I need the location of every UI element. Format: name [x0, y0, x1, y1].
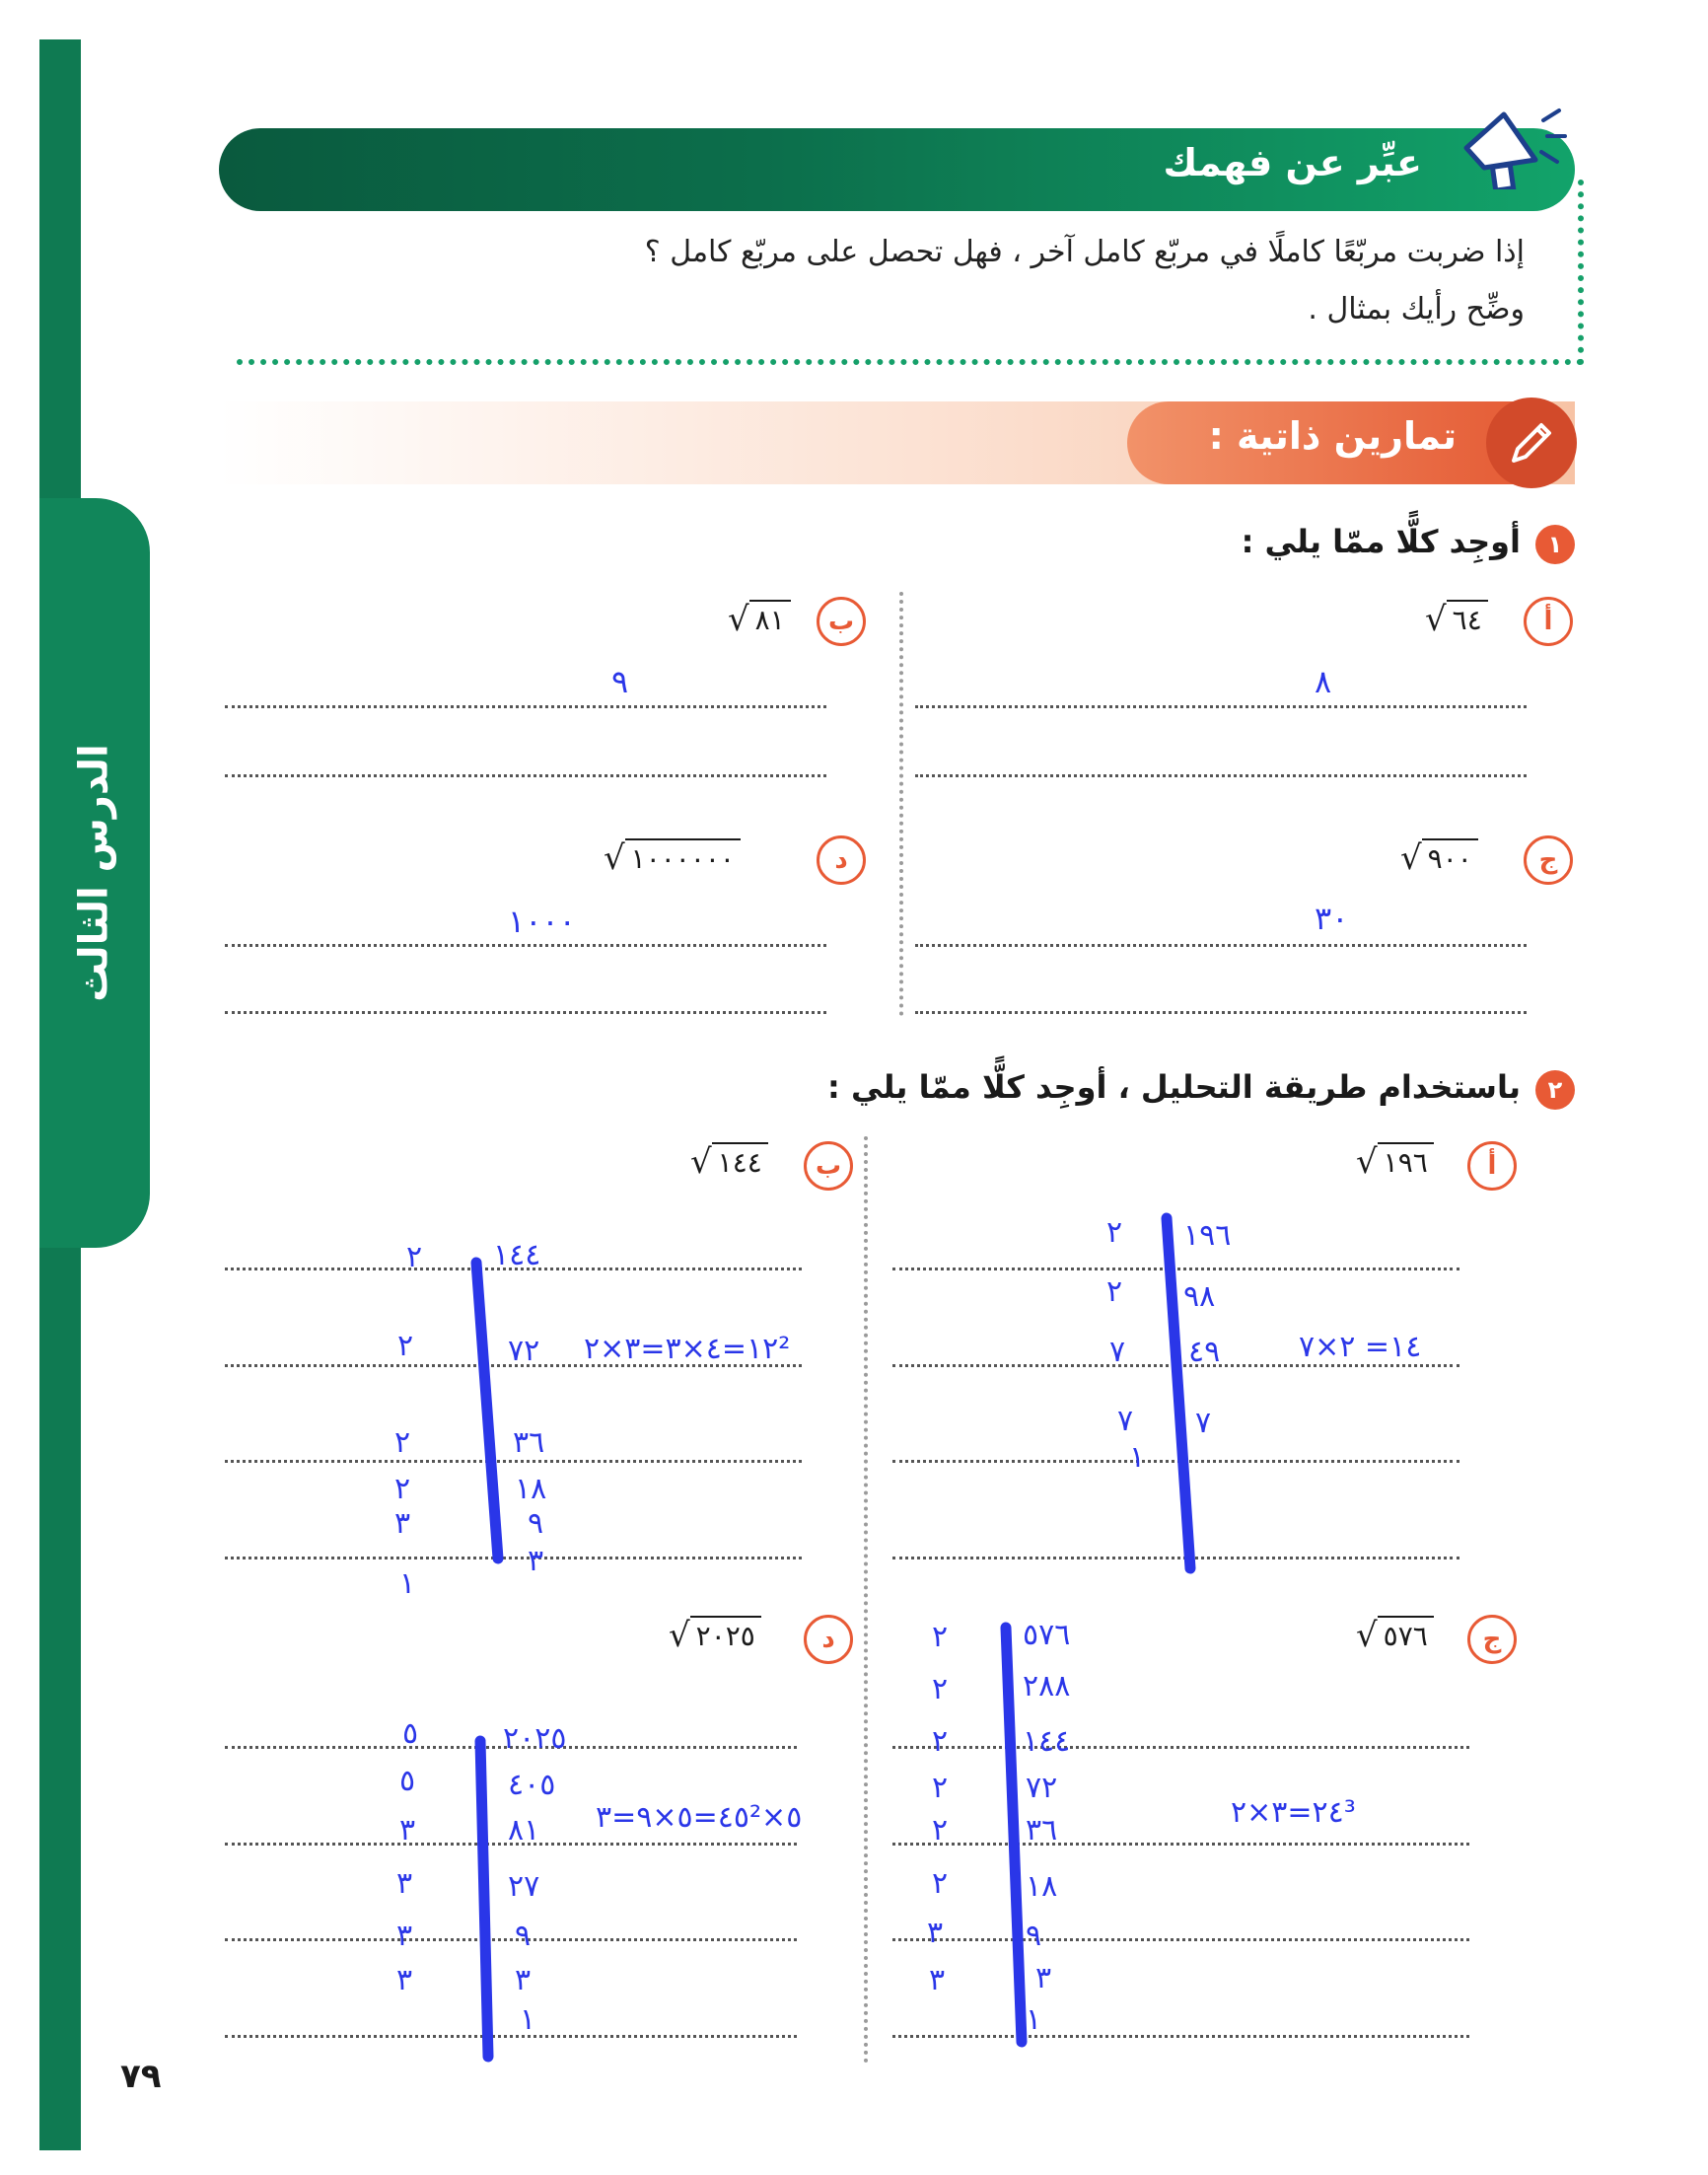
q2-a-dividend: ١٩٦: [1183, 1218, 1232, 1253]
q2-a-divisor: ٢: [1106, 1274, 1123, 1309]
question-1-text: أوجِد كلًّا ممّا يلي :: [1241, 523, 1521, 560]
q1-a-answer: ٨: [1315, 663, 1332, 700]
q2-c-divisor: ٣: [929, 1963, 946, 1997]
q2-d-divisor: ٥: [399, 1764, 416, 1798]
q1-b-radicand: ٨١: [749, 600, 791, 636]
q2-c-division-bar: [1006, 1628, 1022, 2042]
q2-c-dividend: ١٨: [1026, 1869, 1058, 1904]
q2-c-divisor: ٣: [927, 1916, 944, 1950]
q2-d-dividend: ٩: [515, 1919, 532, 1953]
q2-d-divisor: ٣: [396, 1866, 413, 1901]
q2-c-divisor: ٢: [932, 1724, 949, 1759]
q1-c-answer: ٣٠: [1315, 900, 1349, 937]
q2-d-divisor: ٣: [396, 1963, 413, 1997]
q2-b-divisor: ٣: [394, 1506, 411, 1541]
q1-c-radical: √ ٩٠٠: [1400, 838, 1478, 875]
q2-a-dividend: ٧: [1195, 1406, 1212, 1440]
express-question-line-2: وضِّح رأيك بمثال .: [1308, 292, 1525, 326]
q2-b-divisor: ٢: [406, 1240, 423, 1274]
question-2-number: ٢: [1535, 1070, 1575, 1110]
q2-b-radicand: ١٤٤: [712, 1142, 768, 1179]
q2-letter-b: ب: [804, 1141, 853, 1191]
q2-b-divisor: ٢: [397, 1329, 414, 1363]
q2-b-dividend: ١٤٤: [493, 1238, 541, 1272]
q2-d-divisor: ٣: [396, 1919, 413, 1953]
q1-letter-c: ج: [1524, 835, 1573, 885]
q2-b-dividend: ٣٦: [513, 1425, 545, 1460]
lesson-label: الدرس الثالث: [72, 744, 117, 1002]
q2-a-divisor: ٧: [1117, 1404, 1134, 1438]
q2-d-divisor: ٥: [402, 1716, 419, 1751]
q2-d-dividend: ٤٠٥: [508, 1768, 556, 1802]
q2-c-result: ٢٤=٣×٢³: [1231, 1795, 1356, 1830]
page-number: ٧٩: [120, 2057, 162, 2096]
q2-a-divisor: ٧: [1109, 1335, 1126, 1369]
q1-d-answer: ١٠٠٠: [508, 903, 576, 940]
q2-letter-a: أ: [1467, 1141, 1517, 1191]
q2-c-divisor: ٢: [932, 1771, 949, 1805]
q2-c-dividend: ٩: [1026, 1919, 1042, 1953]
q2-a-dividend: ١: [1129, 1440, 1146, 1475]
q2-a-radical: √ ١٩٦: [1356, 1142, 1434, 1179]
q2-a-dividend: ٤٩: [1188, 1335, 1221, 1369]
q2-letter-d: د: [804, 1615, 853, 1664]
q2-d-dividend: ٢٠٢٥: [503, 1721, 567, 1756]
q2-b-result: ١٢=٤×٣=٣×٢²: [584, 1332, 791, 1366]
q2-c-dividend: ٥٧٦: [1023, 1618, 1071, 1652]
q2-d-dividend: ١: [520, 2002, 536, 2037]
q1-letter-b: ب: [817, 597, 866, 646]
q2-a-dividend: ٩٨: [1183, 1279, 1216, 1314]
q1-d-radicand: ١٠٠٠٠٠٠: [625, 838, 741, 875]
q2-b-radical: √ ١٤٤: [690, 1142, 768, 1179]
q2-c-divisor: ٢: [932, 1620, 949, 1654]
q2-d-radical: √ ٢٠٢٥: [669, 1616, 761, 1652]
q1-c-radicand: ٩٠٠: [1422, 838, 1478, 875]
q2-d-radicand: ٢٠٢٥: [690, 1616, 761, 1652]
q2-a-radicand: ١٩٦: [1378, 1142, 1434, 1179]
q2-c-divisor: ٢: [932, 1866, 949, 1901]
q2-a-division-bar: [1167, 1218, 1190, 1568]
q1-letter-a: أ: [1524, 597, 1573, 646]
q2-d-dividend: ٣: [515, 1963, 532, 1997]
q2-c-dividend: ٣٦: [1026, 1813, 1058, 1848]
q2-c-divisor: ٢: [932, 1813, 949, 1848]
q2-c-dividend: ٧٢: [1026, 1771, 1058, 1805]
question-2-text: باستخدام طريقة التحليل ، أوجِد كلًّا ممّا يلي :: [827, 1068, 1521, 1106]
q1-b-answer: ٩: [611, 663, 629, 700]
q2-c-divisor: ٢: [932, 1672, 949, 1706]
q2-b-dividend: ٣: [528, 1544, 544, 1578]
q2-b-divisor: ١: [399, 1566, 416, 1601]
q1-letter-d: د: [817, 835, 866, 885]
q1-b-radical: √ ٨١: [728, 600, 791, 636]
q2-letter-c: ج: [1467, 1615, 1517, 1664]
q2-d-division-bar: [480, 1741, 488, 2057]
q2-c-dividend: ٢٨٨: [1023, 1669, 1071, 1704]
q2-a-divisor: ٢: [1106, 1215, 1123, 1250]
q2-b-division-bar: [476, 1263, 498, 1559]
q1-d-radical: √ ١٠٠٠٠٠٠: [604, 838, 741, 875]
q2-c-radicand: ٥٧٦: [1378, 1616, 1434, 1652]
q1-a-radicand: ٦٤: [1447, 600, 1488, 636]
q2-c-dividend: ١: [1026, 2002, 1042, 2037]
express-question-line-1: إذا ضربت مربّعًا كاملًا في مربّع كامل آخر ، فهل تحصل على مربّع كامل ؟: [644, 235, 1525, 269]
q2-b-divisor: ٢: [394, 1472, 411, 1506]
q2-b-dividend: ٧٢: [508, 1334, 540, 1368]
q2-c-radical: √ ٥٧٦: [1356, 1616, 1434, 1652]
question-1-number: ١: [1535, 525, 1575, 564]
q2-d-dividend: ٢٧: [508, 1869, 540, 1904]
q2-d-dividend: ٨١: [508, 1813, 540, 1848]
q1-a-radical: √ ٦٤: [1425, 600, 1488, 636]
q2-c-dividend: ١٤٤: [1023, 1724, 1071, 1759]
q2-a-result: ١٤= ٢×٧: [1299, 1330, 1422, 1364]
q2-b-divisor: ٢: [394, 1425, 411, 1460]
q2-d-result: ٤٥=٥×٩=٣²×٥: [596, 1800, 803, 1835]
express-title: عبِّر عن فهمك: [1163, 141, 1422, 184]
q2-b-dividend: ٩: [528, 1506, 544, 1541]
exercises-title: تمارين ذاتية :: [1208, 414, 1457, 458]
q2-c-dividend: ٣: [1035, 1961, 1052, 1995]
q2-b-dividend: ١٨: [515, 1472, 547, 1506]
q2-d-divisor: ٣: [399, 1813, 416, 1848]
